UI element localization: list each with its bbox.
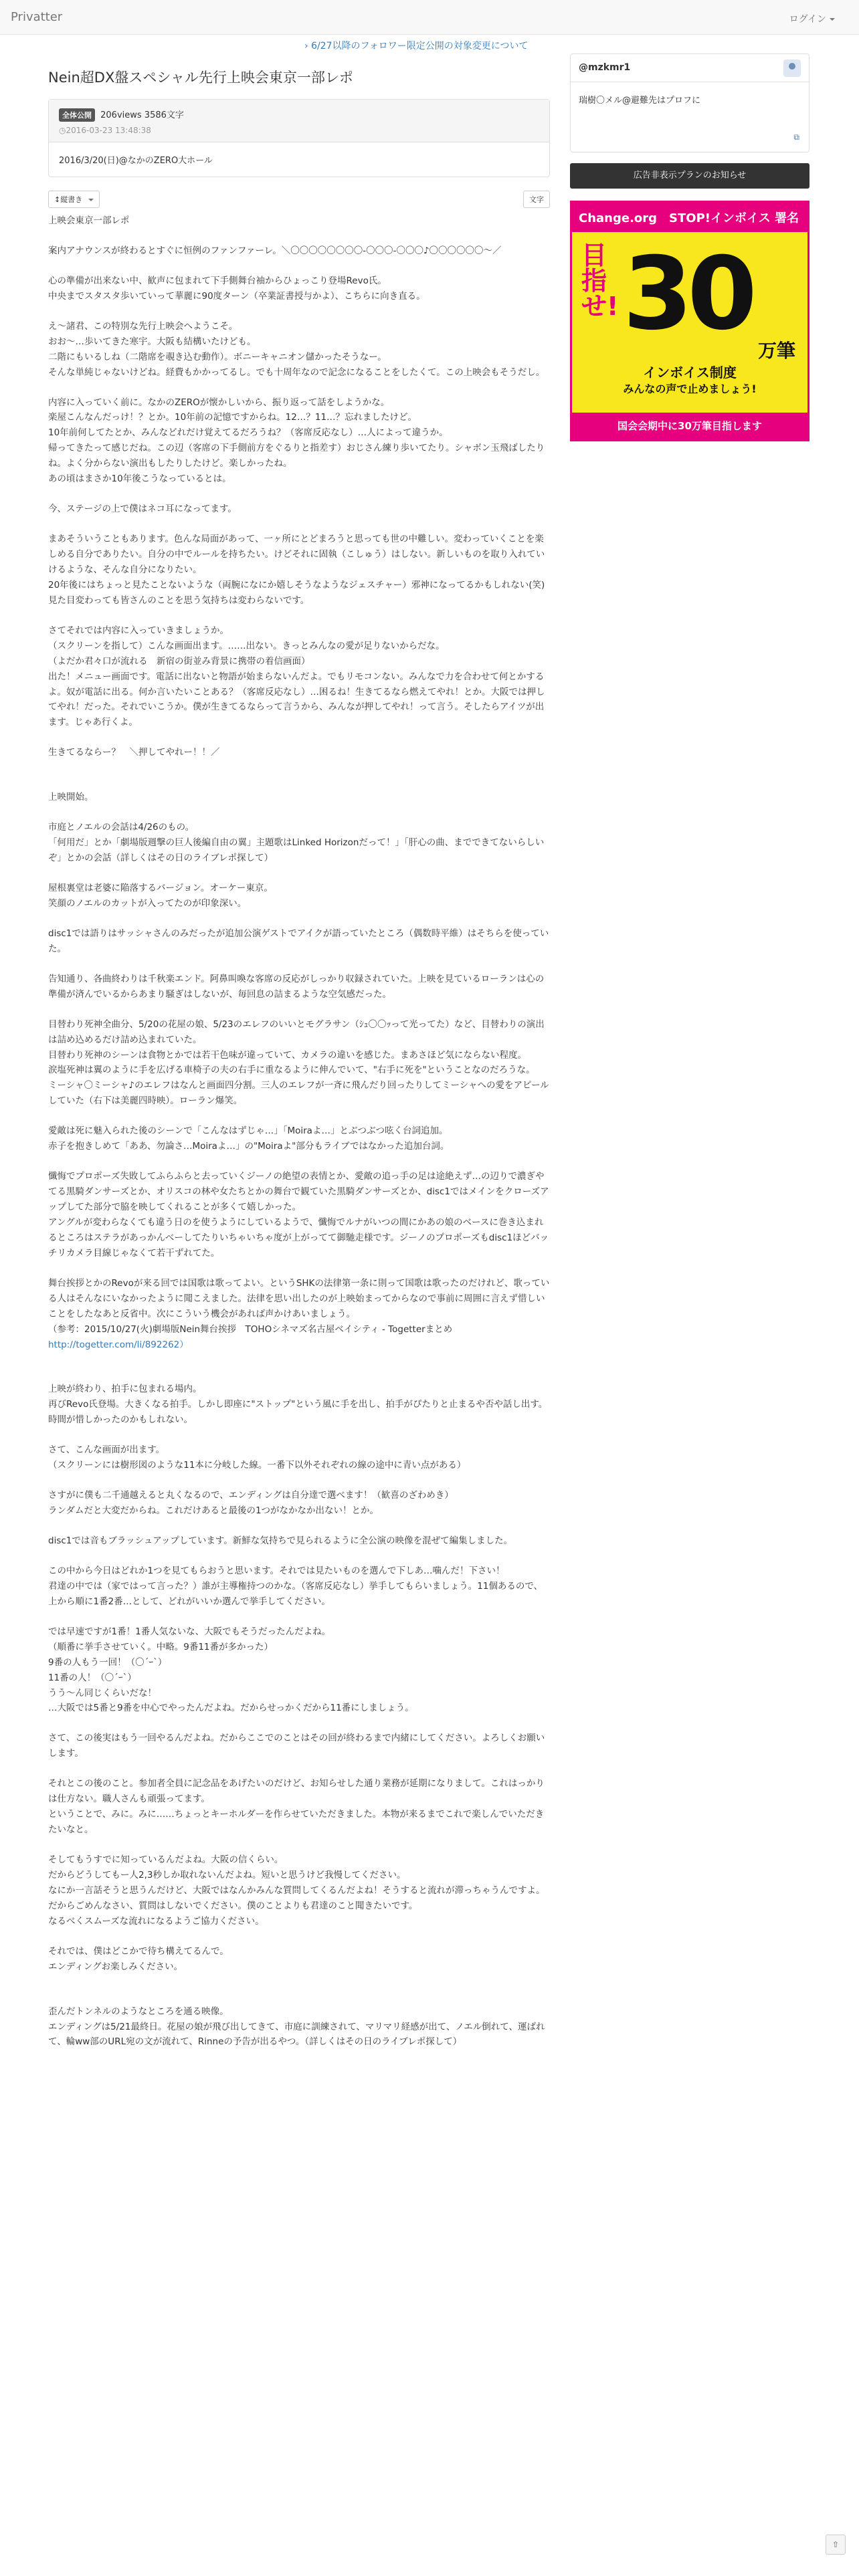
body-line: さてそれでは内容に入っていきましょうか。 bbox=[48, 625, 229, 636]
body-line: 君達の中では（家ではって言った？）誰が主導権持つのかな。（客席反応なし）挙手してもらいましょう。11個あるので、上から順に1番2番…として、どれがいいか選んで挙手してください。 bbox=[48, 1580, 543, 1607]
body-line: 楽屋こんなんだっけ！？とか。10年前の記憶ですからね。12…？11…？忘れましたけど。 bbox=[48, 412, 417, 423]
main-column bbox=[48, 53, 550, 2050]
paragraph-gap bbox=[48, 760, 550, 775]
login-dropdown[interactable] bbox=[789, 12, 835, 25]
paragraph-gap bbox=[48, 1549, 550, 1564]
body-line: だからごめんなさい、質問はしないでください。僕のことよりも君達のこと聞きたいです。 bbox=[48, 1900, 418, 1911]
paragraph-gap bbox=[48, 1761, 550, 1776]
notice-link[interactable]: › 6/27以降のフォロワー限定公開の対象変更について bbox=[304, 41, 529, 51]
paragraph-gap bbox=[48, 487, 550, 502]
body-line: それとこの後のこと。参加者全員に記念品をあげたいのだけど、お知らせした通り業務が延期になりまして。これはっかりは仕方ない。職人さんも頑張ってます。 bbox=[48, 1778, 545, 1805]
chevron-down-icon bbox=[88, 199, 94, 201]
vertical-writing-label: 縦書き bbox=[60, 195, 83, 204]
body-line: おお〜…歩いてきた寒宇。大阪も結構いたけども。 bbox=[48, 336, 256, 347]
body-line: ということで、みに。みに……ちょっとキーホルダーを作らせていただきました。本物が来るまでこれで楽しんでいただきたいなと。 bbox=[48, 1809, 545, 1836]
visibility-badge: 全体公開 bbox=[59, 108, 95, 122]
body-line: え〜諸君、この特別な先行上映会へようこそ。 bbox=[48, 320, 238, 332]
post-title: Nein超DX盤スペシャル先行上映会東京一部レポ bbox=[48, 70, 353, 86]
notice-label: 6/27以降のフォロワー限定公開の対象変更について bbox=[311, 41, 529, 51]
paragraph-gap bbox=[48, 1002, 550, 1017]
body-line: 市庭とノエルの会話は4/26のもの。 bbox=[48, 822, 195, 833]
view-stats: 206views 3586文字 bbox=[100, 110, 184, 120]
paragraph-gap bbox=[48, 911, 550, 926]
paragraph-gap bbox=[48, 1352, 550, 1367]
body-line: （スクリーンには樹形図のような11本に分岐した線。一番下以外それぞれの線の途中に青い点がある） bbox=[48, 1460, 466, 1471]
paragraph-gap bbox=[48, 957, 550, 972]
post-summary: 2016/3/20(日)@なかのZERO大ホール bbox=[59, 156, 213, 166]
body-line: 上映が終わり、拍手に包まれる場内。 bbox=[48, 1384, 202, 1395]
body-line: 笑顔のノエルのカットが入ってたのが印象深い。 bbox=[48, 897, 247, 909]
navbar bbox=[0, 0, 859, 35]
body-line: さすがに僕も二千通越えると丸くなるので、エンディングは自分達で選べます！（歓喜のざわめき） bbox=[48, 1490, 454, 1501]
paragraph-gap bbox=[48, 730, 550, 745]
body-line: 出た！メニュー画面です。電話に出ないと物語が始まらないんだよ。でもリモコンない。みんなで力を合わせて何とかするよ。奴が電話に出る。何か言いたいことある？（客席反応なし）…困るね！生きてるなら燃えてやれ！とか。大阪では押してやれ！だった。それでいこうか。僕が生きてるならって言うから、みんなが押してやれ！って言う。そしたらアイツが出ます。じゃあ行くよ。 bbox=[48, 671, 545, 728]
content-toolbar bbox=[48, 187, 550, 213]
login-label: ログイン bbox=[789, 14, 826, 25]
ad-footer: 国会会期中に30万筆目指します bbox=[572, 413, 807, 439]
ad-target-text: 目指せ! bbox=[581, 241, 619, 321]
post-date: ◷2016-03-23 13:48:38 bbox=[59, 126, 151, 135]
user-avatar-icon[interactable] bbox=[783, 60, 801, 77]
chevron-down-icon bbox=[830, 18, 835, 21]
body-line: 「何用だ」とか「劇場版週撃の巨人後編自由の翼」主題歌はLinked Horizonだって！」「肝心の曲、までできてないらしいぞ」とかの会話（詳しくはその日のライブレポ探して） bbox=[48, 837, 545, 864]
body-line: 11番の人！（〇´ｰ`） bbox=[48, 1672, 136, 1683]
body-line: エンディングお楽しみください。 bbox=[48, 1961, 183, 1972]
vertical-writing-button[interactable]: ↕縦書き bbox=[48, 191, 100, 208]
ad-free-plan-button[interactable]: 広告非表示プランのお知らせ bbox=[570, 163, 809, 189]
paragraph-gap bbox=[48, 259, 550, 274]
body-line: 二階にもいるしね（二階席を覗き込む動作）。ボニーキャニオン儲かったそうなー。 bbox=[48, 351, 387, 362]
body-line: （スクリーンを指して）こんな画面出ます。……出ない。きっとみんなの愛が足りないからだな。 bbox=[48, 640, 445, 651]
body-line: 目替わり死神全曲分、5/20の花屋の娘、5/23のエレフのいいとモグラサン（ｼｭ〇〇ｯって光ってた）など、目替わりの演出は詰め込めるだけ詰め込まれていた。 bbox=[48, 1018, 545, 1045]
body-line[interactable] bbox=[48, 1337, 550, 1353]
body-line: この中から今日はどれか1つを見てもらおうと思います。それでは見たいものを選んで下しあ…噛んだ！下さい！ bbox=[48, 1565, 505, 1576]
paragraph-gap bbox=[48, 1838, 550, 1852]
paragraph-gap bbox=[48, 1610, 550, 1624]
body-line: 10年前何してたとか、みんなどれだけ覚えてるだろうね？（客席反応なし）…人によって違うか。 bbox=[48, 427, 448, 439]
paragraph-gap bbox=[48, 805, 550, 820]
body-line: ミーシャ〇ミーシャ♪のエレフはなんと画面四分割。三人のエレフが一斉に飛んだり回ったりしてミーシャへの愛をアピールしていた（右下は美麗四時映）。ローラン爆笑。 bbox=[48, 1080, 549, 1107]
paragraph-gap bbox=[48, 381, 550, 395]
paragraph-gap bbox=[48, 1975, 550, 1990]
body-line: 愛敵は死に魅入られた後のシーンで「こんなはずじゃ…」「Moiraよ…」とぶつぶつ呟く台詞追加。 bbox=[48, 1125, 448, 1137]
brand-logo[interactable]: Privatter bbox=[11, 10, 63, 24]
paragraph-gap bbox=[48, 775, 550, 790]
body-line: 案内アナウンスが終わるとすぐに恒例のファンファーレ。＼〇〇〇〇〇〇〇〇-〇〇〇-〇〇〇♪〇〇〇〇〇〇〜／ bbox=[48, 245, 502, 256]
paragraph-gap bbox=[48, 866, 550, 881]
paragraph-gap bbox=[48, 304, 550, 319]
body-line: なるべくスムーズな流れになるようご協力ください。 bbox=[48, 1915, 264, 1927]
body-line: うう〜ん同じくらいだな！ bbox=[48, 1687, 157, 1699]
body-line: 20年後にはちょっと見たことないような（両腕になにか嬉しそうなようなジェスチャー）邪神になってるかもしれない(笑) bbox=[48, 579, 545, 591]
paragraph-gap bbox=[48, 517, 550, 532]
body-line: 9番の人もう一回！（〇´ｰ`） bbox=[48, 1656, 167, 1668]
body-line: エンディングは5/21最終日。花屋の娘が飛び出してきて、市庭に訓練されて、マリマリ経感が出て、ノエル倒れて、運ばれて、輪ww部のURL宛の文が流れて、Rinneの予告が出るやつ。（詳しくはその日のライブレポ探して） bbox=[48, 2021, 545, 2048]
paragraph-gap bbox=[48, 609, 550, 623]
body-line: そんな単純じゃないけどね。経費もかかってるし。でも十周年なので記念になることをしたくて。この上映会もそうだし。 bbox=[48, 366, 545, 378]
paragraph-gap bbox=[48, 1428, 550, 1442]
sidebar bbox=[570, 53, 809, 441]
font-size-button[interactable]: 文字 bbox=[523, 191, 550, 208]
ad-banner[interactable] bbox=[570, 201, 809, 441]
body-line: さて、この後実はもう一回やるんだよね。だからここでのことはその回が終わるまで内緒にしてください。よろしくお願いします。 bbox=[48, 1733, 545, 1759]
body-line: 告知通り、各曲終わりは千秋楽エンド。阿鼻叫喚な客席の反応がしっかり収録されていた。上映を見ているローランは心の準備が済んでいるからあまり騒ぎはしないが、毎回息の詰まるような空気感だった。 bbox=[48, 973, 545, 1000]
body-line: 内容に入っていく前に。なかのZEROが懐かしいから、振り返って話をしようかな。 bbox=[48, 397, 390, 408]
body-line: （順番に挙手させていく。中略。9番11番が多かった） bbox=[48, 1641, 273, 1652]
body-line: 屋根裏堂は老婆に陥落するバージョン。オーケー東京。 bbox=[48, 883, 273, 893]
body-line: disc1では音もブラッシュアップしています。新鮮な気持ちで見られるように全公演の映像を混ぜて編集しました。 bbox=[48, 1535, 513, 1546]
post-body bbox=[48, 213, 550, 2050]
body-line: 懺悔でプロポーズ失敗してふらふらと去っていくジーノの絶望の表情とか、愛敵の追っ手の足は途絶えず…の辺りで濃ぎやてる黒騎ダンサーズとか、オリスコの林や女たちとかの舞台で観ていた黒騎ダンサーズとか、disc1ではメインをクローズアップしてた部分で脇を映してくれることが多くて嬉しかった。 bbox=[48, 1171, 549, 1212]
user-description: 瑞樹〇メル@避難先はプロフに bbox=[579, 96, 701, 106]
body-line: 上映会東京一部レポ bbox=[48, 215, 130, 226]
body-line: 赤子を抱きしめて「ああ、勿論さ…Moiraよ…」の"Moiraよ"部分もライブではなかった追加台詞。 bbox=[48, 1141, 450, 1152]
body-line: 目替わり死神のシーンは食物とかでは若干色味が違っていて、カメラの違いを感じた。まあさほど気にならない程度。 bbox=[48, 1049, 527, 1061]
body-line: それでは、僕はどこかで待ち構えてるんで。 bbox=[48, 1945, 229, 1957]
body-line: 今、ステージの上で僕はネコ耳になってます。 bbox=[48, 504, 237, 515]
paragraph-gap bbox=[48, 1154, 550, 1169]
body-line: では早速ですが1番！1番人気ないな、大阪でもそうだったんだよね。 bbox=[48, 1626, 331, 1637]
paragraph-gap bbox=[48, 1261, 550, 1276]
body-line: そしてもうすでに知っているんだよね。大阪の信くらい。 bbox=[48, 1854, 284, 1865]
body-line: 再びRevo氏登場。大きくなる拍手。しかし即座に"ストップ"という風に手を出し、拍手がぴたりと止まるや否や話し出す。時間が惜しかったのかもしれない。 bbox=[48, 1399, 548, 1426]
paragraph-gap bbox=[48, 1990, 550, 2004]
paragraph-gap bbox=[48, 1519, 550, 1533]
body-line: 涙塩死神は翼のように手を広げる車椅子の夫の右手に重なるように伸んでいて、"右手に死を"ということなのだろうな。 bbox=[48, 1065, 535, 1076]
body-line: 帰ってきたって感じだね。この辺（客席の下手側前方をぐるりと指差す）おじさん練り歩いてたり。シャボン玉飛ばしたりね。よく分からない演出もしたりしたけど。楽しかったね。 bbox=[48, 443, 545, 469]
body-line: 中央までスタスタ歩いていって華麗に90度ターン（卒業証書授与かよ）、こちらに向き直る。 bbox=[48, 290, 425, 302]
paragraph-gap bbox=[48, 1367, 550, 1382]
togetter-link[interactable]: http://togetter.com/li/892262） bbox=[48, 1339, 189, 1350]
ad-number: 30 bbox=[623, 236, 752, 352]
body-line: 見た目変わっても皆さんのことを思う気持ちは変わらないです。 bbox=[48, 595, 310, 606]
body-line: 心の準備が出来ない中、歓声に包まれて下手側舞台袖からひょっこり登場Revo氏。 bbox=[48, 275, 387, 286]
body-line: まあそういうこともあります。色んな局面があって、一ヶ所にとどまろうと思っても世の中難しい。変わっていくことを楽しめる自分でありたい。自分の中でルールを持ちたい。けどそれに固執（こしゅう）はしない。新しいものを取り入れていけるような、そんな自分になりたい。 bbox=[48, 534, 545, 575]
post-meta-box bbox=[48, 99, 550, 177]
body-line: …大阪では5番と9番を中心でやったんだよね。だからせっかくだから11番にしましょう。 bbox=[48, 1703, 414, 1714]
paragraph-gap bbox=[48, 1109, 550, 1123]
body-line: 舞台挨拶とかのRevoが来る回では国歌は歌ってよい。というSHKの法律第一条に則って国歌は歌ったのだけれど、歌っている人はそんなにいなかったように聞こえました。法律を思い出したのが上映始まってからなので事前に周囲に言えず惜しいことをしたなあと反省中。次にこういう機会があれば声かけあいましょう。 bbox=[48, 1277, 550, 1319]
paragraph-gap bbox=[48, 229, 550, 243]
body-line: なにか一言話そうと思うんだけど、大阪ではなんかみんな質問してくるんだよね！そうすると流れが滞っちゃうんですよ。 bbox=[48, 1885, 545, 1896]
body-line: ランダムだと大変だからね。これだけあると最後の1つがなかなか出ない！とか。 bbox=[48, 1505, 379, 1517]
paragraph-gap bbox=[48, 1929, 550, 1944]
paragraph-gap bbox=[48, 1716, 550, 1731]
post-meta-header bbox=[49, 100, 549, 142]
body-line: アングルが変わらなくても違う日のを使うようにしているようで、懺悔でルナがいつの間にかあの娘のベースに巻き込まれるところはステラがあっかんべーしてたりいちゃいちゃ度が上がってて御馳走様です。ジーノのプロポーズもdisc1ほどバッチリカメラ目線じゃなくて若干ずれてた。 bbox=[48, 1216, 549, 1259]
username[interactable]: @mzkmr1 bbox=[571, 54, 809, 82]
ad-unit: 万筆 bbox=[757, 340, 795, 362]
scroll-to-top-button[interactable]: ⇧ bbox=[826, 2535, 846, 2555]
body-line: （参考：2015/10/27(火)劇場版Nein舞台挨拶 TOHOシネマズ名古屋ベイシティ - Togetterまとめ bbox=[48, 1323, 453, 1335]
body-line: あの頃はまさか10年後こうなっているとは。 bbox=[48, 473, 231, 485]
post-date-value: 2016-03-23 13:48:38 bbox=[66, 126, 151, 135]
user-card bbox=[570, 53, 809, 152]
external-link-icon[interactable]: ⧉ bbox=[793, 132, 799, 142]
ad-header: Change.org STOP!インボイス 署名 bbox=[572, 203, 807, 232]
ad-line-1: インボイス制度 bbox=[643, 364, 737, 381]
body-line: さて、こんな画面が出ます。 bbox=[48, 1444, 165, 1456]
body-line: 歪んだトンネルのようなところを通る映像。 bbox=[48, 2006, 229, 2017]
body-line: だからどうしてもー人2,3秒しか取れないんだよね。短いと思うけど我慢してください。 bbox=[48, 1869, 406, 1881]
paragraph-gap bbox=[48, 1473, 550, 1488]
ad-line-2: みんなの声で止めましょう! bbox=[623, 383, 757, 395]
body-line: 生きてるならー？ ＼押してやれー！！／ bbox=[48, 747, 220, 758]
body-line: 上映開始。 bbox=[48, 792, 94, 803]
body-line: （よだか君々口が流れる 新宿の街並み背景に携帯の着信画面） bbox=[48, 655, 310, 667]
body-line: disc1では語りはサッシャさんのみだったが追加公演ゲストでアイクが語っていたところ（偶数時平維）はそちらを使っていた。 bbox=[48, 928, 549, 954]
